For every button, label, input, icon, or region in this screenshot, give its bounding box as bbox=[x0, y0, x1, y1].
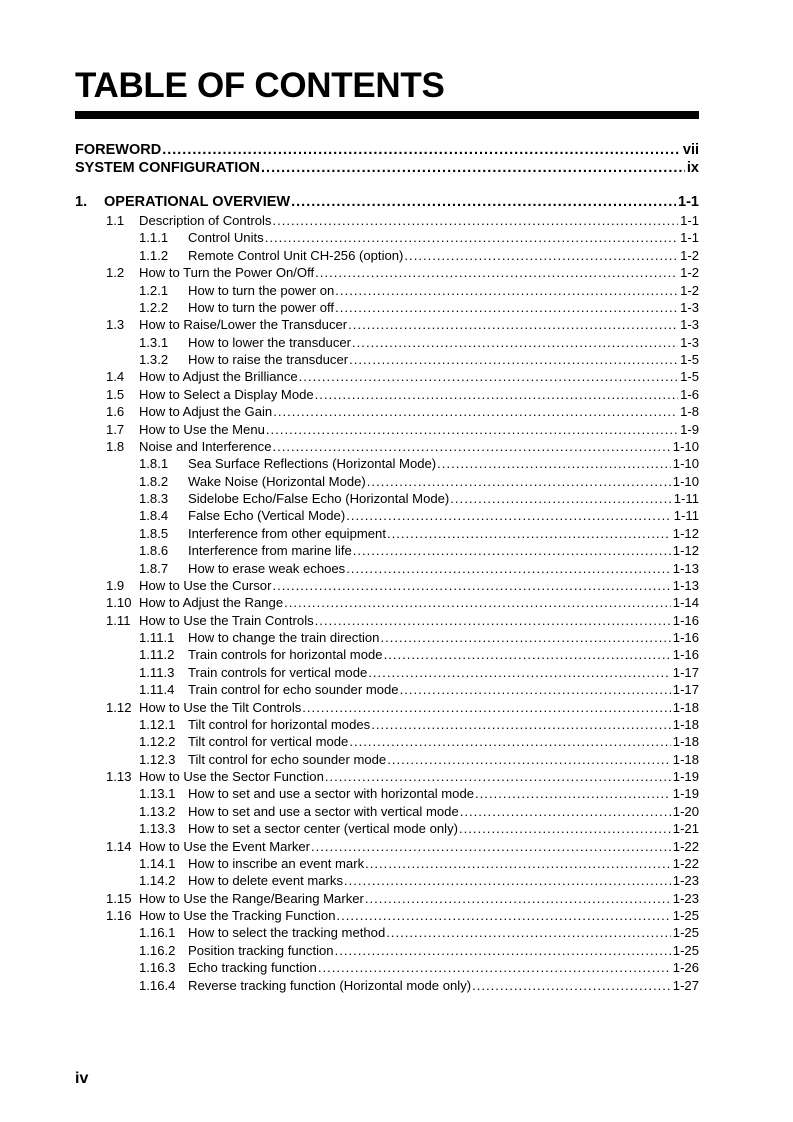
dot-leader bbox=[162, 141, 681, 159]
toc-page: 1-1 bbox=[680, 230, 699, 246]
toc-number: 1.1.1 bbox=[139, 230, 169, 246]
dot-leader bbox=[387, 751, 671, 768]
toc-number: 1.15 bbox=[106, 890, 132, 906]
toc-title: How to set and use a sector with horizontal mode bbox=[188, 786, 475, 802]
toc-title: How to set and use a sector with vertical mode bbox=[188, 803, 459, 819]
toc-subsection[interactable] bbox=[75, 334, 699, 351]
toc-title: How to Use the Sector Function bbox=[139, 769, 324, 784]
toc-page: 1-23 bbox=[672, 873, 699, 889]
toc-page: 1-12 bbox=[672, 543, 699, 559]
toc-subsection[interactable] bbox=[75, 872, 699, 889]
toc-section[interactable] bbox=[75, 838, 699, 855]
toc-page: 1-16 bbox=[672, 612, 699, 628]
toc-number: 1.13.1 bbox=[139, 786, 176, 802]
dot-leader bbox=[315, 386, 678, 403]
toc-section[interactable] bbox=[75, 768, 699, 785]
toc-title: How to Use the Range/Bearing Marker bbox=[139, 890, 364, 906]
toc-title: Sidelobe Echo/False Echo (Horizontal Mode) bbox=[188, 491, 450, 506]
toc-number: 1.8.6 bbox=[139, 543, 169, 559]
dot-leader bbox=[346, 507, 672, 524]
toc-title: FOREWORD bbox=[75, 142, 162, 158]
toc-subsection[interactable] bbox=[75, 664, 699, 681]
toc-page: vii bbox=[682, 142, 699, 158]
toc-page: 1-23 bbox=[672, 890, 699, 906]
dot-leader bbox=[315, 264, 678, 281]
toc-section[interactable] bbox=[75, 577, 699, 594]
toc-title: False Echo (Vertical Mode) bbox=[188, 508, 346, 524]
toc-page: 1-1 bbox=[680, 213, 699, 228]
toc-system-configuration[interactable] bbox=[75, 159, 699, 177]
toc-subsection[interactable] bbox=[75, 751, 699, 768]
toc-number: 1.3 bbox=[106, 317, 125, 333]
toc-title: Control Units bbox=[188, 230, 264, 246]
dot-leader bbox=[284, 594, 671, 611]
toc-title: How to lower the transducer bbox=[188, 334, 352, 350]
toc-page: 1-5 bbox=[680, 352, 699, 367]
page-number: iv bbox=[75, 1070, 89, 1087]
toc-subsection[interactable] bbox=[75, 299, 699, 316]
toc-title: How to raise the transducer bbox=[188, 352, 349, 367]
toc-title: Position tracking function bbox=[188, 942, 334, 958]
toc-subsection[interactable] bbox=[75, 855, 699, 872]
toc-number: 1.7 bbox=[106, 421, 125, 437]
toc-subsection[interactable] bbox=[75, 733, 699, 750]
toc-title: Tilt control for vertical mode bbox=[188, 734, 349, 750]
toc-page: 1-25 bbox=[672, 908, 699, 923]
toc-title: How to erase weak echoes bbox=[188, 560, 346, 576]
dot-leader bbox=[450, 490, 671, 507]
dot-leader bbox=[353, 542, 671, 559]
dot-leader bbox=[318, 959, 671, 976]
toc-subsection[interactable] bbox=[75, 646, 699, 663]
toc-page: 1-6 bbox=[680, 386, 699, 402]
toc-title: How to Adjust the Brilliance bbox=[139, 369, 298, 385]
toc-page: 1-11 bbox=[673, 491, 699, 506]
toc-subsection[interactable] bbox=[75, 924, 699, 941]
dot-leader bbox=[437, 455, 671, 472]
toc-subsection[interactable] bbox=[75, 681, 699, 698]
toc-page: 1-3 bbox=[680, 317, 699, 333]
toc-subsection[interactable] bbox=[75, 542, 699, 559]
dot-leader bbox=[384, 646, 671, 663]
toc-subsection[interactable] bbox=[75, 473, 699, 490]
toc-number: 1.10 bbox=[106, 595, 132, 611]
toc-number: 1.16.2 bbox=[139, 942, 176, 958]
toc-title: How to Turn the Power On/Off bbox=[139, 265, 315, 281]
toc-subsection[interactable] bbox=[75, 959, 699, 976]
toc-page: 1-18 bbox=[672, 716, 699, 732]
toc-number: 1.8.7 bbox=[139, 560, 169, 576]
toc-number: 1.11.4 bbox=[139, 682, 175, 698]
toc-title: Reverse tracking function (Horizontal mode only) bbox=[188, 977, 472, 993]
toc-number: 1.11.2 bbox=[139, 647, 175, 663]
toc-page: 1-18 bbox=[672, 734, 699, 750]
dot-leader bbox=[459, 820, 671, 837]
toc-page: 1-9 bbox=[680, 421, 699, 437]
toc-page: 1-10 bbox=[672, 473, 699, 489]
toc-number: 1.16.4 bbox=[139, 977, 176, 993]
toc-title: How to delete event marks bbox=[188, 873, 344, 889]
dot-leader bbox=[272, 438, 670, 455]
toc-number: 1.1 bbox=[106, 213, 125, 228]
dot-leader bbox=[352, 334, 678, 351]
toc-page: 1-3 bbox=[680, 334, 699, 350]
toc-number: 1.14.1 bbox=[139, 855, 176, 871]
toc-section[interactable] bbox=[75, 438, 699, 455]
toc-page: 1-10 bbox=[672, 456, 699, 472]
toc-page: 1-17 bbox=[672, 682, 699, 698]
toc-number: 1.9 bbox=[106, 577, 125, 593]
toc-title: Interference from other equipment bbox=[188, 525, 386, 541]
toc-page: 1-1 bbox=[678, 194, 699, 210]
toc-number: 1.6 bbox=[106, 404, 125, 420]
toc-subsection[interactable] bbox=[75, 247, 699, 264]
toc-page: 1-25 bbox=[672, 925, 699, 941]
toc-page: 1-16 bbox=[672, 630, 699, 645]
toc-page: 1-14 bbox=[672, 595, 699, 611]
toc-foreword[interactable] bbox=[75, 141, 699, 159]
toc-number: 1.13.2 bbox=[139, 803, 176, 819]
toc-page: 1-19 bbox=[672, 786, 699, 802]
dot-leader bbox=[266, 421, 678, 438]
toc-page: 1-18 bbox=[672, 751, 699, 767]
toc-subsection[interactable] bbox=[75, 490, 699, 507]
toc-number: 1.16.3 bbox=[139, 960, 176, 976]
dot-leader bbox=[272, 577, 670, 594]
toc-subsection[interactable] bbox=[75, 820, 699, 837]
toc-page: 1-10 bbox=[672, 438, 699, 454]
toc-number: 1.13 bbox=[106, 769, 132, 784]
dot-leader bbox=[365, 890, 671, 907]
toc-list bbox=[75, 141, 699, 994]
toc-title: How to set a sector center (vertical mode only) bbox=[188, 821, 458, 837]
toc-title: How to change the train direction bbox=[188, 630, 380, 645]
dot-leader bbox=[346, 560, 671, 577]
dot-leader bbox=[335, 282, 678, 299]
toc-page: 1-26 bbox=[672, 960, 699, 976]
toc-page: 1-25 bbox=[672, 942, 699, 958]
toc-number: 1.16 bbox=[106, 908, 132, 923]
dot-leader bbox=[380, 629, 670, 646]
dot-leader bbox=[261, 159, 685, 177]
toc-title: Remote Control Unit CH-256 (option) bbox=[188, 247, 404, 263]
toc-title: Noise and Interference bbox=[139, 438, 272, 454]
toc-number: 1.14 bbox=[106, 838, 132, 854]
toc-number: 1.11.1 bbox=[139, 630, 175, 645]
toc-number: 1.12.2 bbox=[139, 734, 176, 750]
toc-title: Description of Controls bbox=[139, 213, 272, 228]
toc-title: How to Adjust the Range bbox=[139, 595, 284, 611]
dot-leader bbox=[367, 473, 671, 490]
toc-title: How to Use the Cursor bbox=[139, 577, 272, 593]
dot-leader bbox=[348, 316, 678, 333]
toc-subsection[interactable] bbox=[75, 785, 699, 802]
toc-number: 1. bbox=[75, 194, 88, 210]
toc-chapter-1[interactable] bbox=[75, 193, 699, 212]
toc-number: 1.14.2 bbox=[139, 873, 176, 889]
toc-section[interactable] bbox=[75, 368, 699, 385]
toc-title: Train controls for vertical mode bbox=[188, 664, 368, 680]
toc-number: 1.8.2 bbox=[139, 473, 169, 489]
toc-subsection[interactable] bbox=[75, 629, 699, 646]
toc-page: ix bbox=[686, 160, 699, 176]
toc-section[interactable] bbox=[75, 264, 699, 281]
toc-title: Tilt control for horizontal modes bbox=[188, 716, 371, 732]
toc-page: 1-22 bbox=[672, 838, 699, 854]
toc-subsection[interactable] bbox=[75, 455, 699, 472]
toc-section[interactable] bbox=[75, 907, 699, 924]
dot-leader bbox=[302, 699, 671, 716]
dot-leader bbox=[386, 924, 671, 941]
toc-page: 1-2 bbox=[680, 282, 699, 298]
toc-title: How to Select a Display Mode bbox=[139, 386, 314, 402]
toc-section[interactable] bbox=[75, 403, 699, 420]
toc-subsection[interactable] bbox=[75, 716, 699, 733]
dot-leader bbox=[349, 733, 670, 750]
toc-page: 1-2 bbox=[680, 265, 699, 281]
dot-leader bbox=[368, 664, 671, 681]
toc-title: Interference from marine life bbox=[188, 543, 352, 559]
toc-subsection[interactable] bbox=[75, 351, 699, 368]
toc-title: Train control for echo sounder mode bbox=[188, 682, 399, 698]
toc-page: 1-5 bbox=[680, 369, 699, 385]
toc-title: How to Adjust the Gain bbox=[139, 404, 273, 420]
toc-section[interactable] bbox=[75, 699, 699, 716]
toc-number: 1.8.3 bbox=[139, 491, 169, 506]
toc-number: 1.8.5 bbox=[139, 525, 169, 541]
toc-page: 1-21 bbox=[672, 821, 699, 837]
toc-number: 1.11 bbox=[106, 612, 131, 628]
toc-page: 1-20 bbox=[672, 803, 699, 819]
dot-leader bbox=[472, 977, 671, 994]
toc-page: 1-19 bbox=[672, 769, 699, 784]
title-rule bbox=[75, 111, 699, 119]
toc-page: 1-3 bbox=[680, 299, 699, 315]
toc-subsection[interactable] bbox=[75, 942, 699, 959]
dot-leader bbox=[311, 838, 671, 855]
dot-leader bbox=[272, 212, 678, 229]
toc-number: 1.3.2 bbox=[139, 352, 169, 367]
toc-section[interactable] bbox=[75, 316, 699, 333]
toc-title: OPERATIONAL OVERVIEW bbox=[104, 194, 291, 210]
dot-leader bbox=[365, 855, 671, 872]
dot-leader bbox=[404, 247, 678, 264]
toc-section[interactable] bbox=[75, 386, 699, 403]
toc-page: 1-13 bbox=[672, 560, 699, 576]
toc-page: 1-17 bbox=[672, 664, 699, 680]
toc-number: 1.13.3 bbox=[139, 821, 176, 837]
toc-entries bbox=[75, 212, 699, 994]
toc-number: 1.12 bbox=[106, 699, 132, 715]
toc-title: How to inscribe an event mark bbox=[188, 855, 365, 871]
toc-number: 1.8.1 bbox=[139, 456, 169, 472]
dot-leader bbox=[265, 229, 678, 246]
toc-section[interactable] bbox=[75, 612, 699, 629]
toc-number: 1.11.3 bbox=[139, 664, 175, 680]
dot-leader bbox=[335, 299, 678, 316]
toc-subsection[interactable] bbox=[75, 282, 699, 299]
toc-title: How to select the tracking method bbox=[188, 925, 386, 941]
toc-number: 1.12.3 bbox=[139, 751, 176, 767]
toc-number: 1.12.1 bbox=[139, 716, 176, 732]
dot-leader bbox=[387, 525, 671, 542]
toc-title: How to Raise/Lower the Transducer bbox=[139, 317, 348, 333]
dot-leader bbox=[400, 681, 671, 698]
toc-page: 1-12 bbox=[672, 525, 699, 541]
dot-leader bbox=[299, 368, 678, 385]
toc-number: 1.8 bbox=[106, 438, 125, 454]
toc-number: 1.2.2 bbox=[139, 299, 169, 315]
toc-title: Tilt control for echo sounder mode bbox=[188, 751, 387, 767]
toc-number: 1.16.1 bbox=[139, 925, 176, 941]
toc-section[interactable] bbox=[75, 212, 699, 229]
dot-leader bbox=[344, 872, 671, 889]
toc-number: 1.1.2 bbox=[139, 247, 169, 263]
toc-page: 1-22 bbox=[672, 855, 699, 871]
toc-number: 1.8.4 bbox=[139, 508, 169, 524]
toc-page: 1-18 bbox=[672, 699, 699, 715]
dot-leader bbox=[315, 612, 671, 629]
toc-title: How to Use the Menu bbox=[139, 421, 265, 437]
toc-title: Wake Noise (Horizontal Mode) bbox=[188, 473, 366, 489]
dot-leader bbox=[325, 768, 671, 785]
toc-title: How to Use the Tracking Function bbox=[139, 908, 336, 923]
toc-title: How to turn the power on bbox=[188, 282, 335, 298]
toc-title: How to Use the Train Controls bbox=[139, 612, 314, 628]
dot-leader bbox=[475, 785, 671, 802]
toc-page: 1-2 bbox=[680, 247, 699, 263]
toc-number: 1.4 bbox=[106, 369, 125, 385]
toc-section[interactable] bbox=[75, 594, 699, 611]
toc-page: 1-16 bbox=[672, 647, 699, 663]
dot-leader bbox=[335, 942, 671, 959]
toc-title: How to Use the Tilt Controls bbox=[139, 699, 302, 715]
page-title: TABLE OF CONTENTS bbox=[75, 66, 445, 105]
toc-subsection[interactable] bbox=[75, 507, 699, 524]
toc-subsection[interactable] bbox=[75, 803, 699, 820]
dot-leader bbox=[291, 193, 676, 212]
toc-number: 1.2 bbox=[106, 265, 125, 281]
toc-subsection[interactable] bbox=[75, 229, 699, 246]
toc-section[interactable] bbox=[75, 421, 699, 438]
toc-page: 1-27 bbox=[672, 977, 699, 993]
dot-leader bbox=[371, 716, 671, 733]
toc-title: Train controls for horizontal mode bbox=[188, 647, 383, 663]
dot-leader bbox=[349, 351, 678, 368]
toc-page: 1-13 bbox=[672, 577, 699, 593]
dot-leader bbox=[273, 403, 678, 420]
dot-leader bbox=[460, 803, 671, 820]
toc-subsection[interactable] bbox=[75, 560, 699, 577]
toc-number: 1.5 bbox=[106, 386, 125, 402]
dot-leader bbox=[337, 907, 671, 924]
toc-title: Echo tracking function bbox=[188, 960, 317, 976]
toc-page: 1-11 bbox=[673, 508, 699, 524]
toc-section[interactable] bbox=[75, 890, 699, 907]
toc-title: Sea Surface Reflections (Horizontal Mode) bbox=[188, 456, 437, 472]
toc-title: SYSTEM CONFIGURATION bbox=[75, 160, 261, 176]
toc-number: 1.3.1 bbox=[139, 334, 169, 350]
toc-number: 1.2.1 bbox=[139, 282, 169, 298]
toc-subsection[interactable] bbox=[75, 977, 699, 994]
toc-title: How to turn the power off bbox=[188, 299, 335, 315]
toc-title: How to Use the Event Marker bbox=[139, 838, 311, 854]
toc-subsection[interactable] bbox=[75, 525, 699, 542]
toc-page: 1-8 bbox=[680, 404, 699, 420]
